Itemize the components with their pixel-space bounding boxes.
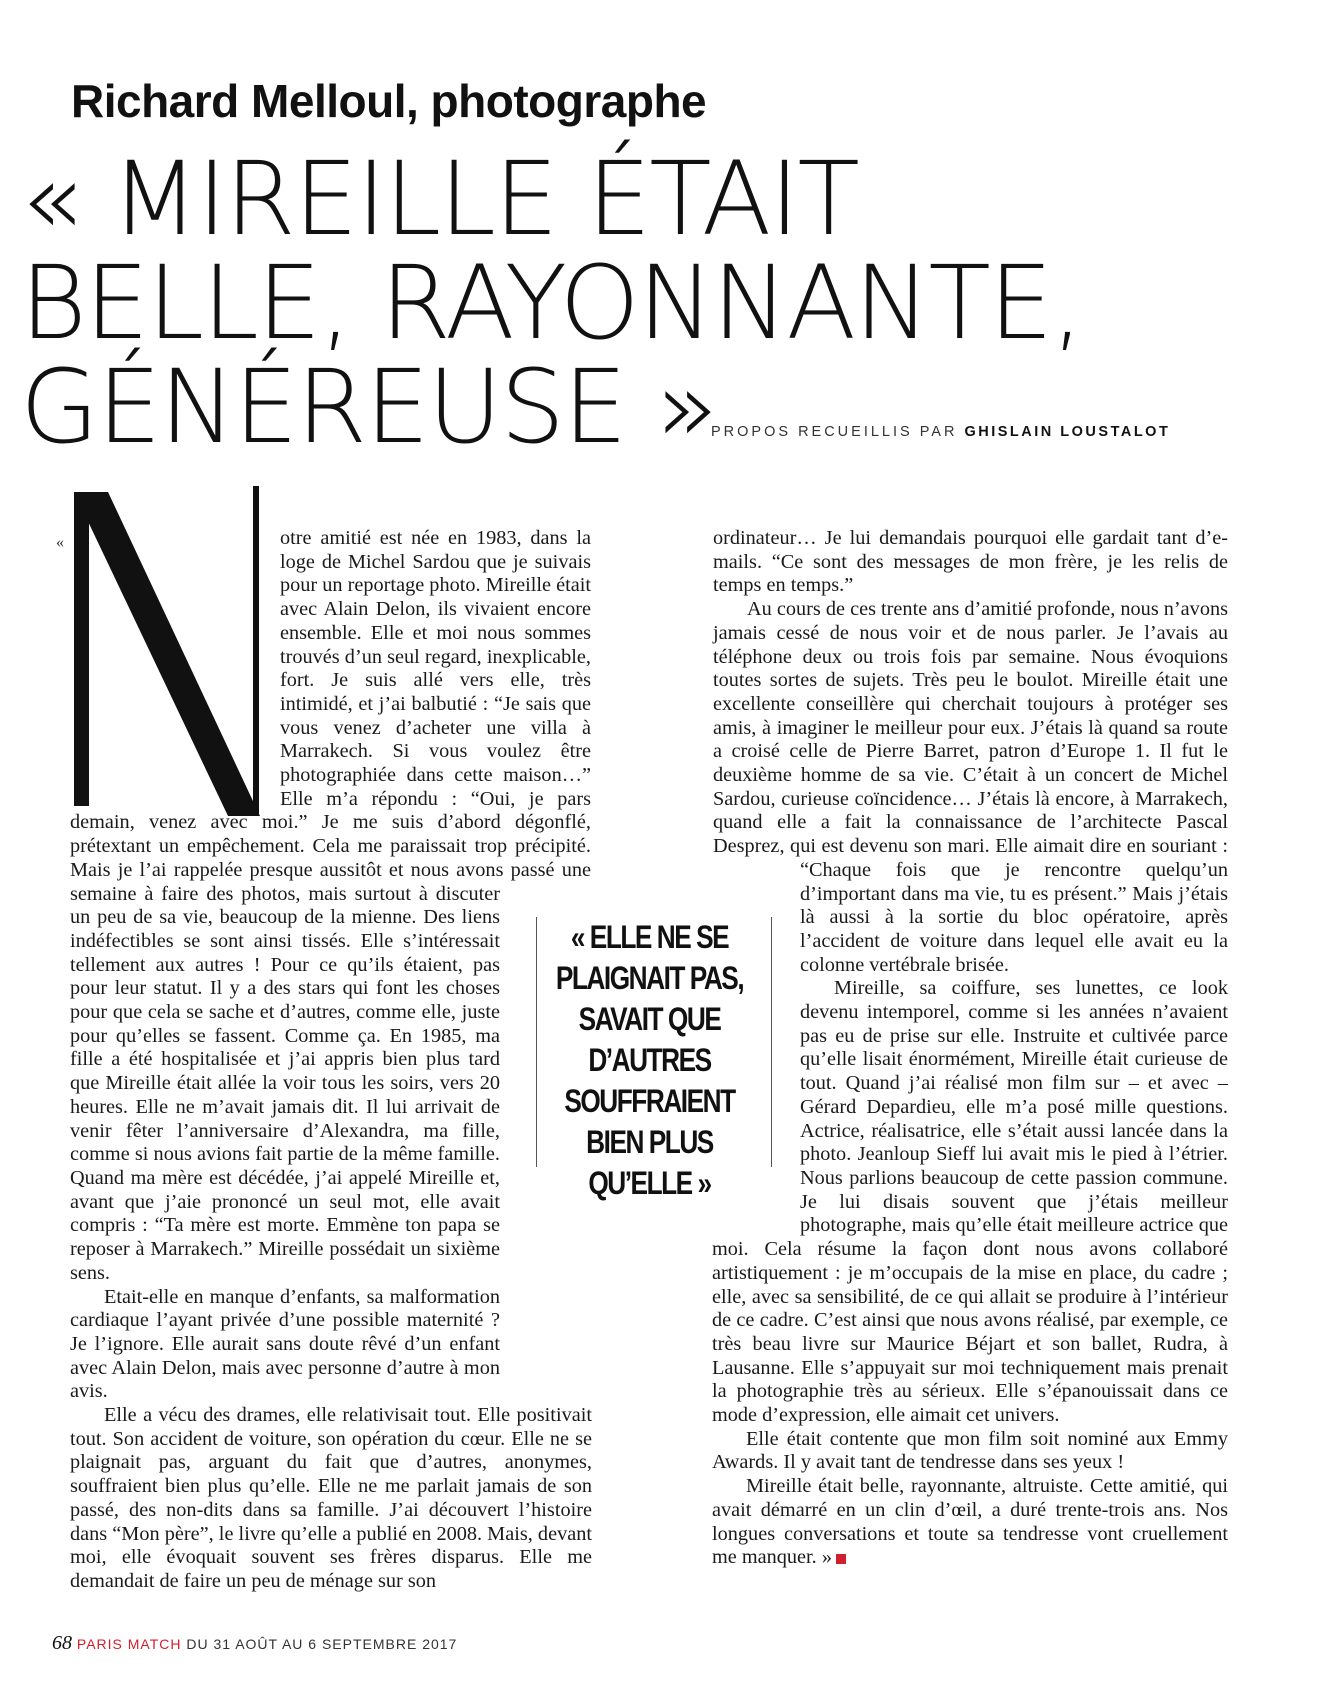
issue-dateline: DU 31 AOÛT AU 6 SEPTEMBRE 2017 — [186, 1636, 458, 1652]
right-column — [712, 527, 1228, 1567]
pullquote-spacer — [712, 863, 800, 1236]
magazine-name: PARIS MATCH — [76, 1636, 182, 1652]
end-mark-icon — [836, 1554, 846, 1564]
headline-line: GÉNÉREUSE » — [20, 348, 717, 467]
opening-quote-mark: « — [56, 534, 64, 551]
paragraph — [712, 1475, 1228, 1570]
left-column-upper — [70, 527, 592, 1592]
paragraph-text: Mireille était belle, rayonnante, altruiste. Cette amitié, qui avait démarré en un clin d’œil, a duré trente-trois ans. Nos longues conversations et toute sa tendresse vont cruellement me manquer. » — [712, 1475, 1228, 1569]
page-footer — [52, 1632, 457, 1655]
headline-line: BELLE, RAYONNANTE, — [20, 244, 1082, 363]
article-headline — [20, 140, 1290, 467]
page-number: 68 — [52, 1632, 72, 1654]
article-kicker: Richard Melloul, photographe — [71, 75, 707, 127]
paragraph: otre amitié est née en 1983, dans la loge de Michel Sardou que je suivais pour un reportage photo. Mireille était avec Alain Delon, ils vivaient encore ensemble. Elle et moi nous sommes trouvés d’un seul regard, inexplicable, fort. Je suis allé vers elle, très intimidé, et j’ai balbutié : “Je sais que vous venez d’acheter une villa à Marrakech. Si vous voulez être photographiée dans cette maison…” Elle m’a répondu : “Oui, je pars demain, venez avec moi.” Je me suis d’abord dégonflé, prétextant un empêchement. Cela me paraissait trop précipité. Mais je l’ai rappelée presque aussitôt et nous avons passé une semaine à faire des photos, mais surtout à discuter un peu de sa vie, beaucoup de la mienne. Des liens indéfectibles se sont ainsi tissés. Elle s’intéressait tellement aux autres ! Pour ce qu’ils étaient, pas pour leur statut. Il y a des stars qui font les choses pour que cela se sache et d’autres, comme elle, juste pour qu’elles se fassent. Comme ça. En 1985, ma fille a été hospitalisée et j’ai appris bien plus tard que Mireille était allée la voir tous les soirs, vers 20 heures. Elle ne m’avait jamais dit. Il lui arrivait de venir fêter l’anniversaire d’Alexandra, ma fille, comme si nous avions fait partie de la même famille. Quand ma mère est décédée, j’ai appelé Mireille et, avant que j’aie prononcé un seul mot, elle avait compris : “Ta mère est morte. Emmène ton papa se reposer à Marrakech.” Mireille possédait un sixième sens. — [70, 527, 591, 1284]
pull-quote-left-rule — [536, 917, 537, 1167]
dropcap-spacer — [70, 527, 280, 795]
paragraph: Etait-elle en manque d’enfants, sa malformation cardiaque l’ayant privée d’une possible maternité ? Je l’ignore. Elle aurait sans doute rêvé d’un enfant avec Alain Delon, mais avec personne d’autre à mon avis. — [70, 1285, 500, 1403]
wrap-spacer-top — [591, 527, 592, 895]
paragraph: Mireille, sa coiffure, ses lunettes, ce look devenu intemporel, comme si les années n’avaient pas eu de prise sur elle. Instruite et cultivée parce qu’elle lisait énormément, Mireille était curieuse de tout. Quand j’ai réalisé mon film sur – et avec – Gérard Depardieu, elle m’a posé mille questions. Actrice, réalisatrice, elle s’était aussi lancée dans la photo. Jeanloup Sieff lui avait mis le pied à l’étrier. Nous parlions beaucoup de cette passion commune. Je lui disais souvent que j’étais meilleur photographe, mais qu’elle était meilleure actrice que moi. Cela résume la façon dont nous avons collaboré artistiquement : je m’occupais de la mise en place, du cadre ; elle, avec sa sensibilité, de ce qui allait se produire à l’intérieur de ce cadre. C’est ainsi que nous avons réalisé, par exemple, ce très beau livre sur Maurice Béjart et son ballet, Rudra, à Lausanne. Elle s’appuyait sur moi techniquement mais prenait la photographie très au sérieux. Elle s’épanouissait dans ce mode d’expression, elle aimait cet univers. — [712, 977, 1228, 1427]
byline — [711, 424, 1170, 440]
pull-quote-text: « ELLE NE SE PLAIGNAIT PAS, SAVAIT QUE D’AUTRES SOUFFRAIENT BIEN PLUS QU’ELLE » — [555, 919, 744, 1201]
headline-line: « MIREILLE ÉTAIT — [20, 140, 858, 259]
paragraph: Elle était contente que mon film soit nominé aux Emmy Awards. Il y avait tant de tendresse dans ses yeux ! — [712, 1427, 1228, 1474]
paragraph: ordinateur… Je lui demandais pourquoi elle gardait tant d’e-mails. “Ce sont des messages de mon frère, je les relis de temps en temps.” — [713, 527, 1228, 597]
byline-prefix: PROPOS RECUEILLIS PAR — [711, 424, 958, 440]
paragraph: Elle a vécu des drames, elle relativisait tout. Elle positivait tout. Son accident de voiture, son opération du cœur. Elle ne se plaignait pas, arguant du fait que d’autres, anonymes, souffraient bien plus qu’elle. Elle ne me parlait jamais de son passé, des non-dits dans sa famille. J’ai découvert l’histoire dans “Mon père”, le livre qu’elle a publié en 2008. Mais, devant moi, elle évoquait souvent ses frères disparus. Elle me demandait de faire un peu de ménage sur son — [70, 1404, 592, 1592]
paragraph: Au cours de ces trente ans d’amitié profonde, nous n’avons jamais cessé de nous voir et de nous parler. Je l’avais au téléphone deux ou trois fois par semaine. Nous évoquions toutes sortes de sujets. Très peu le boulot. Mireille était une excellente conseillère qui cherchait toujours à protéger ses amis, à imaginer le meilleur pour eux. J’étais là quand sa route a croisé celle de Pierre Barret, patron d’Europe 1. Il fut le deuxième homme de sa vie. C’était à un concert de Michel Sardou, curieuse coïncidence… J’étais là encore, à Marrakech, quand elle a fait la connaissance de l’architecte Pascal Desprez, qui est devenu son mari. Elle aimait dire en souriant : “Chaque fois que je rencontre quelqu’un d’important dans ma vie, tu es présent.” Mais j’étais là aussi à la sortie du bloc opératoire, après l’accident de voiture dans lequel elle avait eu la colonne vertébrale brisée. — [713, 598, 1228, 976]
byline-author: GHISLAIN LOUSTALOT — [964, 424, 1171, 440]
